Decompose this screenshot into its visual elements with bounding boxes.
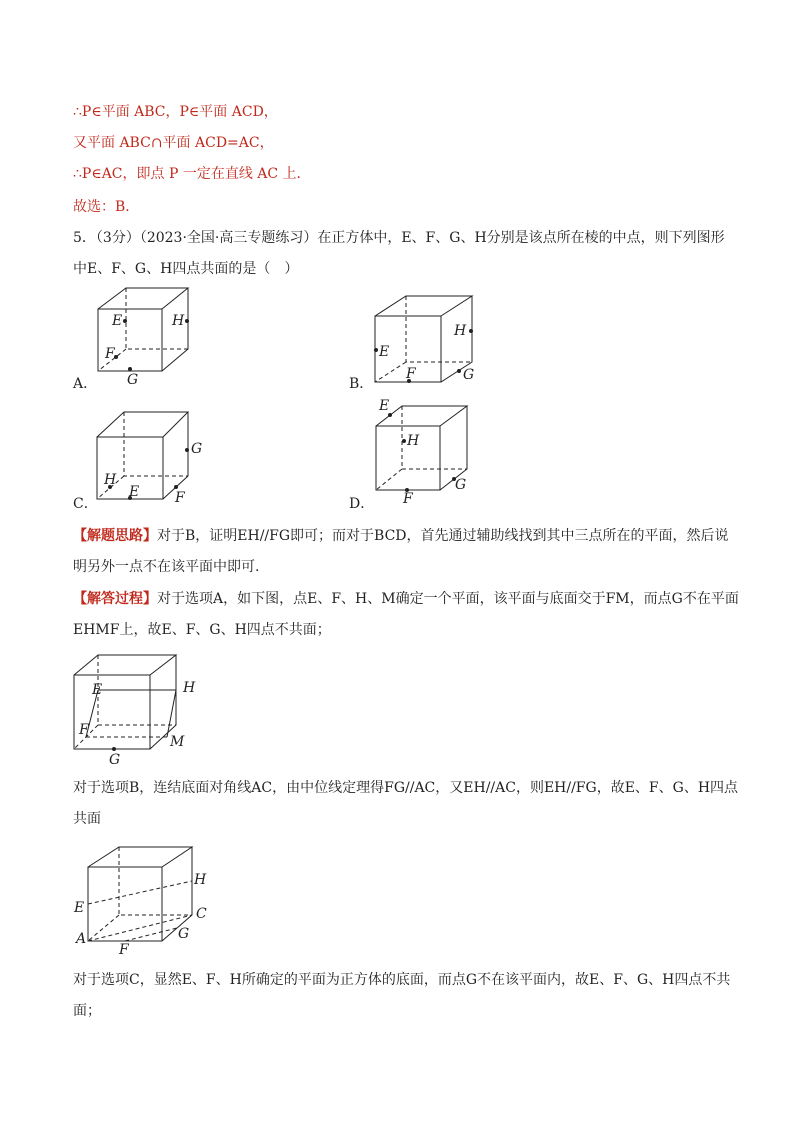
- proof-line-2: 又平面 ABC∩平面 ACD=AC，: [73, 135, 274, 151]
- fig-d-label-g: G: [455, 477, 467, 493]
- question-line-2: 中E、F、G、H四点共面的是（ ）: [73, 261, 299, 277]
- fig-a-label-h: H: [172, 313, 185, 329]
- fig-d-label-h: H: [407, 433, 420, 449]
- option-c-cube-figure: [95, 410, 195, 502]
- process-text-1: 对于选项A，如下图，点E、F、H、M确定一个平面，该平面与底面交于FM，而点G不在平面: [157, 591, 739, 607]
- option-a-label: A．: [73, 376, 98, 392]
- question-line-1: 5．（3分）（2023·全国·高三专题练习）在正方体中，E、F、G、H分别是该点所在棱的中点，则下列图形: [73, 230, 725, 246]
- sol-b-label-f: F: [119, 942, 129, 958]
- process-tag: 【解答过程】: [73, 591, 157, 607]
- sol-a-label-h: H: [183, 680, 196, 696]
- sol-b-label-e: E: [74, 900, 85, 916]
- idea-text-1: 对于B，证明EH//FG即可；而对于BCD，首先通过辅助线找到其中三点所在的平面，然后说: [157, 528, 729, 544]
- fig-c-label-h: H: [104, 472, 117, 488]
- answer-line: 故选：B．: [73, 199, 140, 215]
- fig-c-label-f: F: [175, 490, 185, 506]
- sol-a-label-g: G: [109, 752, 121, 768]
- idea-tag: 【解题思路】: [73, 528, 157, 544]
- fig-d-label-e: E: [379, 398, 390, 414]
- process-b-line-2: 共面: [73, 811, 101, 827]
- fig-a-label-e: E: [112, 313, 123, 329]
- sol-b-label-g: G: [178, 926, 190, 942]
- option-d-label: D．: [349, 496, 375, 512]
- idea-line-1: [73, 526, 729, 546]
- fig-b-label-h: H: [454, 323, 467, 339]
- process-b-line-1: 对于选项B，连结底面对角线AC，由中位线定理得FG//AC，又EH//AC，则EH//FG，故E、F、G、H四点: [73, 780, 739, 796]
- option-c-label: C．: [73, 496, 98, 512]
- fig-a-label-g: G: [127, 372, 139, 388]
- fig-c-label-e: E: [129, 484, 140, 500]
- option-b-cube-figure: [373, 294, 473, 386]
- fig-b-label-f: F: [406, 366, 416, 382]
- option-b-label: B．: [349, 376, 374, 392]
- process-c-line-1: 对于选项C，显然E、F、H所确定的平面为正方体的底面，而点G不在该平面内，故E、F、G、H四点不共: [73, 972, 731, 988]
- process-c-line-2: 面；: [73, 1003, 101, 1019]
- fig-b-label-g: G: [463, 367, 475, 383]
- sol-a-label-f: F: [79, 722, 89, 738]
- fig-b-label-e: E: [379, 344, 390, 360]
- option-a-cube-figure: [96, 286, 196, 376]
- sol-b-label-c: C: [196, 906, 207, 922]
- process-line-1: [73, 589, 739, 609]
- fig-c-label-g: G: [191, 441, 203, 457]
- fig-a-label-f: F: [105, 346, 115, 362]
- sol-a-label-m: M: [170, 734, 185, 750]
- sol-b-label-h: H: [194, 872, 207, 888]
- idea-line-2: 明另外一点不在该平面中即可.: [73, 559, 260, 575]
- sol-b-label-a: A: [76, 931, 87, 947]
- proof-line-1: ∴P∈平面 ABC，P∈平面 ACD，: [73, 104, 278, 120]
- fig-d-label-f: F: [403, 491, 413, 507]
- proof-line-3: ∴P∈AC，即点 P 一定在直线 AC 上．: [73, 166, 311, 182]
- sol-a-label-e: E: [92, 682, 103, 698]
- process-line-2: EHMF上，故E、F、G、H四点不共面；: [73, 622, 331, 638]
